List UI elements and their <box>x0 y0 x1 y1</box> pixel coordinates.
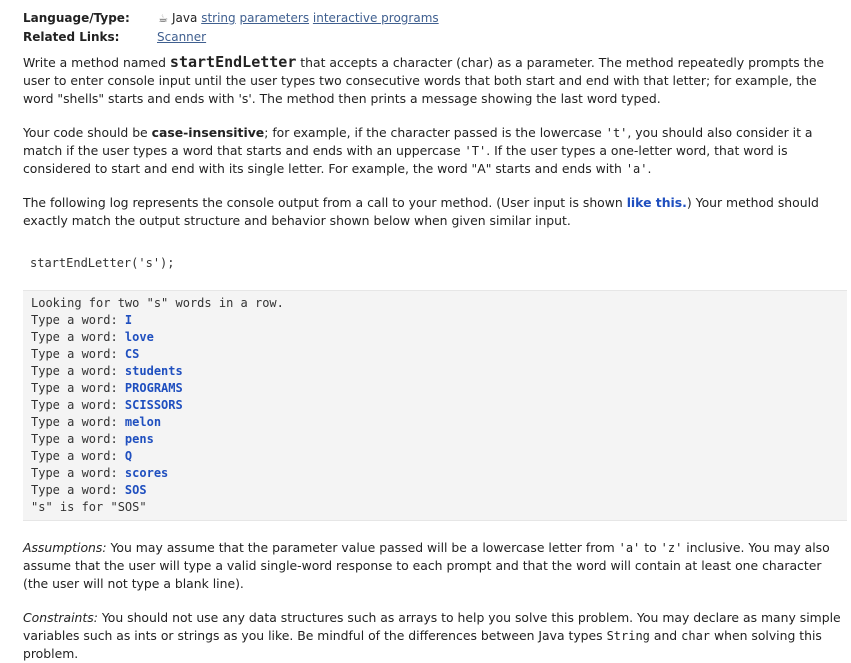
console-user-input: SOS <box>124 483 147 497</box>
p1-text-a: Write a method named <box>23 55 170 70</box>
console-prompt: Type a word: <box>31 415 125 429</box>
console-log <box>23 290 847 521</box>
constraints-text-c: when solving this problem. <box>23 628 822 661</box>
constraints-paragraph <box>23 609 845 663</box>
assumptions-label: Assumptions: <box>23 540 107 555</box>
code-char: char <box>681 629 711 643</box>
console-prompt: Type a word: <box>31 449 125 463</box>
console-prompt-line <box>31 363 847 380</box>
code-z: 'z' <box>660 541 683 555</box>
console-prompt: Type a word: <box>31 381 125 395</box>
code-string: String <box>606 629 650 643</box>
assumptions-text-b: to <box>640 540 661 555</box>
console-prompt: Type a word: <box>31 466 125 480</box>
p2-text-e: . <box>647 161 652 176</box>
console-prompt-line <box>31 448 847 465</box>
console-prompt-line <box>31 482 847 499</box>
p2-text-a: Your code should be <box>23 125 152 140</box>
console-prompt: Type a word: <box>31 398 125 412</box>
link-parameters[interactable]: parameters <box>239 11 310 25</box>
console-user-input: Q <box>124 449 133 463</box>
description-paragraph-2 <box>23 124 845 178</box>
console-header-line: Looking for two "s" words in a row. <box>31 296 284 310</box>
language-type-value <box>157 10 845 27</box>
constraints-text-a: You should not use any data structures such as arrays to help you solve this problem. You may declare as many simple variables such as ints or strings as you like. Be mindful of the differences between Java types <box>23 610 841 643</box>
problem-meta <box>23 10 845 46</box>
user-input-example: like this. <box>626 195 687 210</box>
console-prompt-line <box>31 346 847 363</box>
constraints-text-b: and <box>649 628 682 643</box>
description-paragraph-3 <box>23 194 845 230</box>
console-prompt: Type a word: <box>31 432 125 446</box>
console-user-input: love <box>124 330 154 344</box>
console-prompt: Type a word: <box>31 313 125 327</box>
related-links-value <box>157 29 845 46</box>
constraints-label: Constraints: <box>23 610 98 625</box>
console-user-input: I <box>124 313 133 327</box>
console-prompt-line <box>31 380 847 397</box>
console-user-input: pens <box>124 432 154 446</box>
assumptions-paragraph <box>23 539 845 593</box>
link-scanner[interactable]: Scanner <box>157 30 207 44</box>
assumptions-text-c: inclusive. You may also assume that the user will type a valid single-word response to each prompt and that the word will contain at least one character (the user will not type a blank line). <box>23 540 830 591</box>
console-user-input: PROGRAMS <box>124 381 183 395</box>
console-prompt-line <box>31 312 847 329</box>
case-insensitive-term: case-insensitive <box>151 125 265 140</box>
console-user-input: SCISSORS <box>124 398 183 412</box>
console-prompt-line <box>31 329 847 346</box>
p2-text-c: , you should also consider it a match if the user types a word that starts and ends with an uppercase <box>23 125 813 158</box>
language-name: Java <box>172 11 198 25</box>
code-a: 'a' <box>618 541 641 555</box>
console-prompt: Type a word: <box>31 347 125 361</box>
p3-text-a: The following log represents the console output from a call to your method. (User input is shown <box>23 195 627 210</box>
console-prompt-line <box>31 397 847 414</box>
p1-text-b: that accepts a character (char) as a parameter. The method repeatedly prompts the user to enter console input until the user types two consecutive words that both start and end with that letter; for example, the word "shells" starts and ends with 's'. The method then prints a message showing the last word typed. <box>23 55 824 106</box>
method-name: startEndLetter <box>169 53 297 71</box>
code-upper-t: 'T' <box>464 144 487 158</box>
console-prompt: Type a word: <box>31 483 125 497</box>
console-user-input: scores <box>124 466 169 480</box>
related-links-label: Related Links: <box>23 30 120 44</box>
console-user-input: melon <box>124 415 162 429</box>
p2-text-b: ; for example, if the character passed is the lowercase <box>264 125 606 140</box>
code-lower-t: 't' <box>605 126 628 140</box>
description-paragraph-1 <box>23 53 845 108</box>
link-string[interactable]: string <box>201 11 236 25</box>
console-prompt: Type a word: <box>31 364 125 378</box>
p2-text-d: . If the user types a one-letter word, that word is considered to start and end with its single letter. For example, the word "A" starts and ends with <box>23 143 788 176</box>
console-footer-line: "s" is for "SOS" <box>31 500 147 514</box>
console-prompt: Type a word: <box>31 330 125 344</box>
code-lower-a: 'a' <box>625 162 648 176</box>
language-type-label: Language/Type: <box>23 11 130 25</box>
method-call-example: startEndLetter('s'); <box>30 256 175 270</box>
console-user-input: CS <box>124 347 140 361</box>
java-icon: ☕ <box>158 12 168 25</box>
console-user-input: students <box>124 364 183 378</box>
console-prompt-line <box>31 431 847 448</box>
console-prompt-line <box>31 465 847 482</box>
p3-text-b: ) Your method should exactly match the output structure and behavior shown below when given similar input. <box>23 195 819 228</box>
link-interactive-programs[interactable]: interactive programs <box>312 11 439 25</box>
console-prompt-line <box>31 414 847 431</box>
assumptions-text-a: You may assume that the parameter value passed will be a lowercase letter from <box>106 540 619 555</box>
